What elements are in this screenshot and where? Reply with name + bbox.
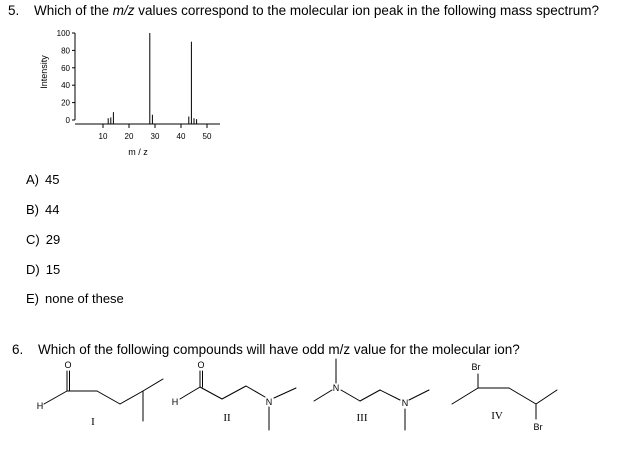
y-tick-label: 60 (61, 63, 70, 73)
compound-label-iii: III (356, 412, 368, 424)
answer-text: none of these (45, 291, 124, 306)
compound-label-ii: II (223, 412, 231, 424)
answer-choice-d[interactable] (26, 262, 60, 277)
compound-label-i: I (91, 416, 95, 428)
y-tick-label: 40 (61, 81, 70, 91)
x-tick-label: 40 (176, 132, 186, 141)
answer-text: 15 (45, 262, 61, 277)
y-tick-label: 0 (65, 116, 70, 125)
answer-text: 29 (45, 232, 61, 247)
answer-letter: A) (26, 172, 39, 187)
compound-iv-structure (452, 374, 557, 419)
answer-letter: D) (26, 262, 40, 277)
compound-ii-structure (180, 371, 296, 430)
compound-label-iv: IV (491, 410, 503, 422)
bromine-atom-label: Br (533, 422, 543, 432)
question-text-mz: m/z (112, 3, 135, 18)
x-tick-label: 10 (98, 132, 108, 141)
y-tick-label: 80 (61, 46, 70, 56)
y-tick-label: 20 (61, 98, 70, 108)
y-tick-label: 100 (56, 29, 70, 38)
answer-choice-e[interactable] (26, 291, 124, 306)
answer-choice-a[interactable] (26, 172, 59, 187)
answer-choice-b[interactable] (26, 202, 59, 217)
compound-iii-structure (314, 359, 429, 430)
answer-text: 44 (45, 202, 60, 217)
x-tick-label: 30 (150, 132, 160, 141)
answer-choice-c[interactable] (26, 232, 60, 247)
question-number: 5. (8, 3, 20, 18)
y-axis-label: Intensity (39, 55, 49, 89)
hydrogen-atom-label: H (171, 397, 179, 407)
x-axis-label: m / z (128, 147, 148, 157)
question-text-start: Which of the (34, 3, 113, 18)
compound-structures (0, 355, 631, 460)
bromine-atom-label: Br (471, 362, 481, 372)
answer-letter: E) (26, 291, 39, 306)
oxygen-atom-label: O (197, 360, 205, 370)
hydrogen-atom-label: H (36, 401, 44, 411)
x-tick-label: 50 (202, 132, 212, 141)
mass-spectrum-chart (30, 14, 270, 164)
question-text-end: values correspond to the molecular ion peak in the following mass spectrum? (134, 3, 600, 18)
answer-letter: C) (26, 232, 40, 247)
nitrogen-atom-label: N (332, 383, 340, 393)
question-text: Which of the following compounds will have odd m/z value for the molecular ion? (38, 342, 520, 357)
answer-letter: B) (26, 202, 39, 217)
nitrogen-atom-label: N (401, 398, 409, 408)
x-tick-label: 20 (124, 132, 134, 141)
answer-text: 45 (45, 172, 60, 187)
question-number: 6. (12, 342, 24, 357)
nitrogen-atom-label: N (265, 397, 273, 407)
compound-i-structure (44, 371, 163, 421)
oxygen-atom-label: O (64, 360, 72, 370)
